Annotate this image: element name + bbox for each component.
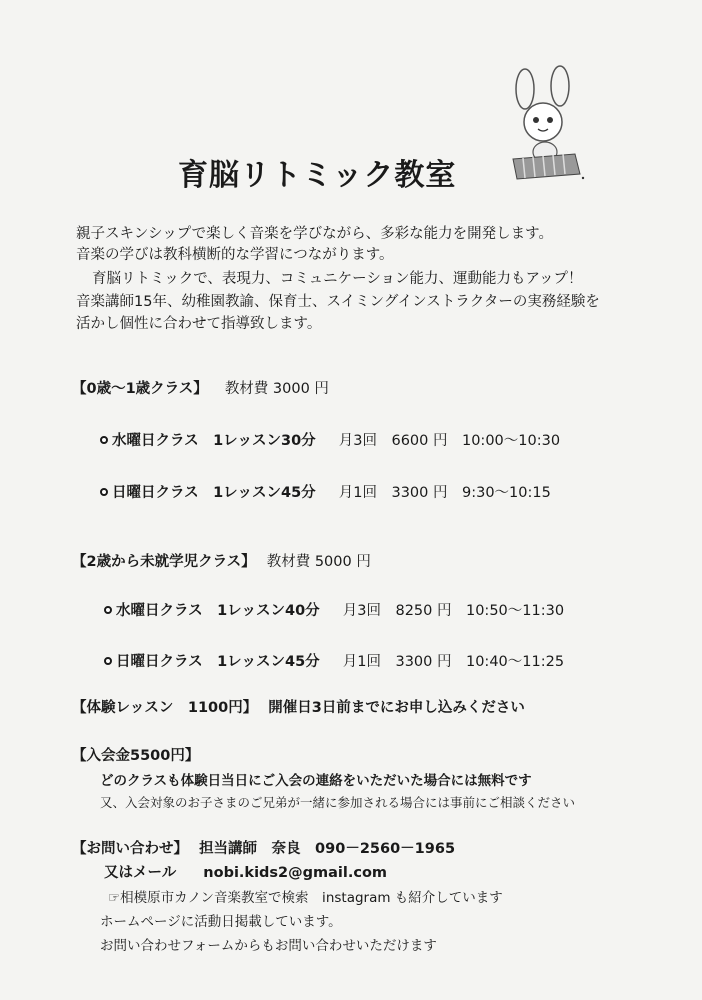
class-name: 日曜日クラス 1レッスン45分 (112, 485, 316, 501)
contact-mail-row (104, 861, 387, 882)
page-title: 育脳リトミック教室 (178, 158, 457, 193)
intro-line-1: 親子スキンシップで楽しく音楽を学びながら、多彩な能力を開発します。 (76, 226, 553, 242)
contact-teacher: 担当講師 奈良 090－2560－1965 (199, 841, 456, 857)
class-a-item-2 (100, 481, 551, 502)
bullet-icon (100, 436, 108, 444)
class-b-title: 【2歳から未就学児クラス】 (72, 554, 256, 570)
contact-heading-row (72, 837, 455, 858)
intro-line-5: 活かし個性に合わせて指導致します。 (76, 316, 322, 332)
contact-search-line: ☞相模原市カノン音楽教室で検索 instagram も紹介しています (108, 890, 503, 906)
bullet-icon (104, 657, 112, 665)
class-a-fee: 教材費 3000 円 (224, 381, 329, 397)
contact-form-line: お問い合わせフォームからもお問い合わせいただけます (100, 938, 437, 954)
class-detail: 月3回 8250 円 10:50～11:30 (342, 603, 565, 619)
bullet-icon (100, 488, 108, 496)
class-name: 日曜日クラス 1レッスン45分 (116, 654, 320, 670)
class-b-item-2 (104, 650, 564, 671)
class-b-fee: 教材費 5000 円 (266, 554, 371, 570)
trial-heading: 【体験レッスン 1100円】 (72, 700, 258, 716)
class-detail: 月3回 6600 円 10:00～10:30 (338, 433, 561, 449)
mail-label: 又はメール (104, 865, 177, 881)
class-detail: 月1回 3300 円 10:40～11:25 (342, 654, 565, 670)
trial-lesson (72, 696, 525, 717)
class-a-title: 【0歳～1歳クラス】 (72, 381, 208, 397)
intro-line-4: 音楽講師15年、幼稚園教諭、保育士、スイミングインストラクターの実務経験を (76, 294, 600, 310)
contact-homepage-line: ホームページに活動日掲載しています。 (100, 914, 342, 930)
intro-line-3: 育脳リトミックで、表現力、コミュニケーション能力、運動能力もアップ！ (92, 271, 583, 287)
class-name: 水曜日クラス 1レッスン30分 (112, 433, 316, 449)
admission-heading: 【入会金5500円】 (72, 748, 200, 764)
rabbit-mascot-illustration (505, 64, 585, 194)
admission-line-2: 又、入会対象のお子さまのご兄弟が一緒に参加される場合には事前にご相談ください (100, 795, 576, 810)
class-name: 水曜日クラス 1レッスン40分 (116, 603, 320, 619)
admission-line-1: どのクラスも体験日当日にご入会の連絡をいただいた場合には無料です (100, 773, 532, 789)
trial-text: 開催日3日前までにお申し込みください (268, 700, 525, 716)
intro-line-2: 音楽の学びは教科横断的な学習につながります。 (76, 247, 394, 263)
contact-heading: 【お問い合わせ】 (72, 841, 188, 857)
class-detail: 月1回 3300 円 9:30～10:15 (338, 485, 551, 501)
class-a-item-1 (100, 429, 560, 450)
class-a-heading (72, 377, 329, 398)
bullet-icon (104, 606, 112, 614)
mail-address: nobi.kids2@gmail.com (203, 865, 388, 881)
class-b-item-1 (104, 599, 564, 620)
class-b-heading (72, 550, 371, 571)
